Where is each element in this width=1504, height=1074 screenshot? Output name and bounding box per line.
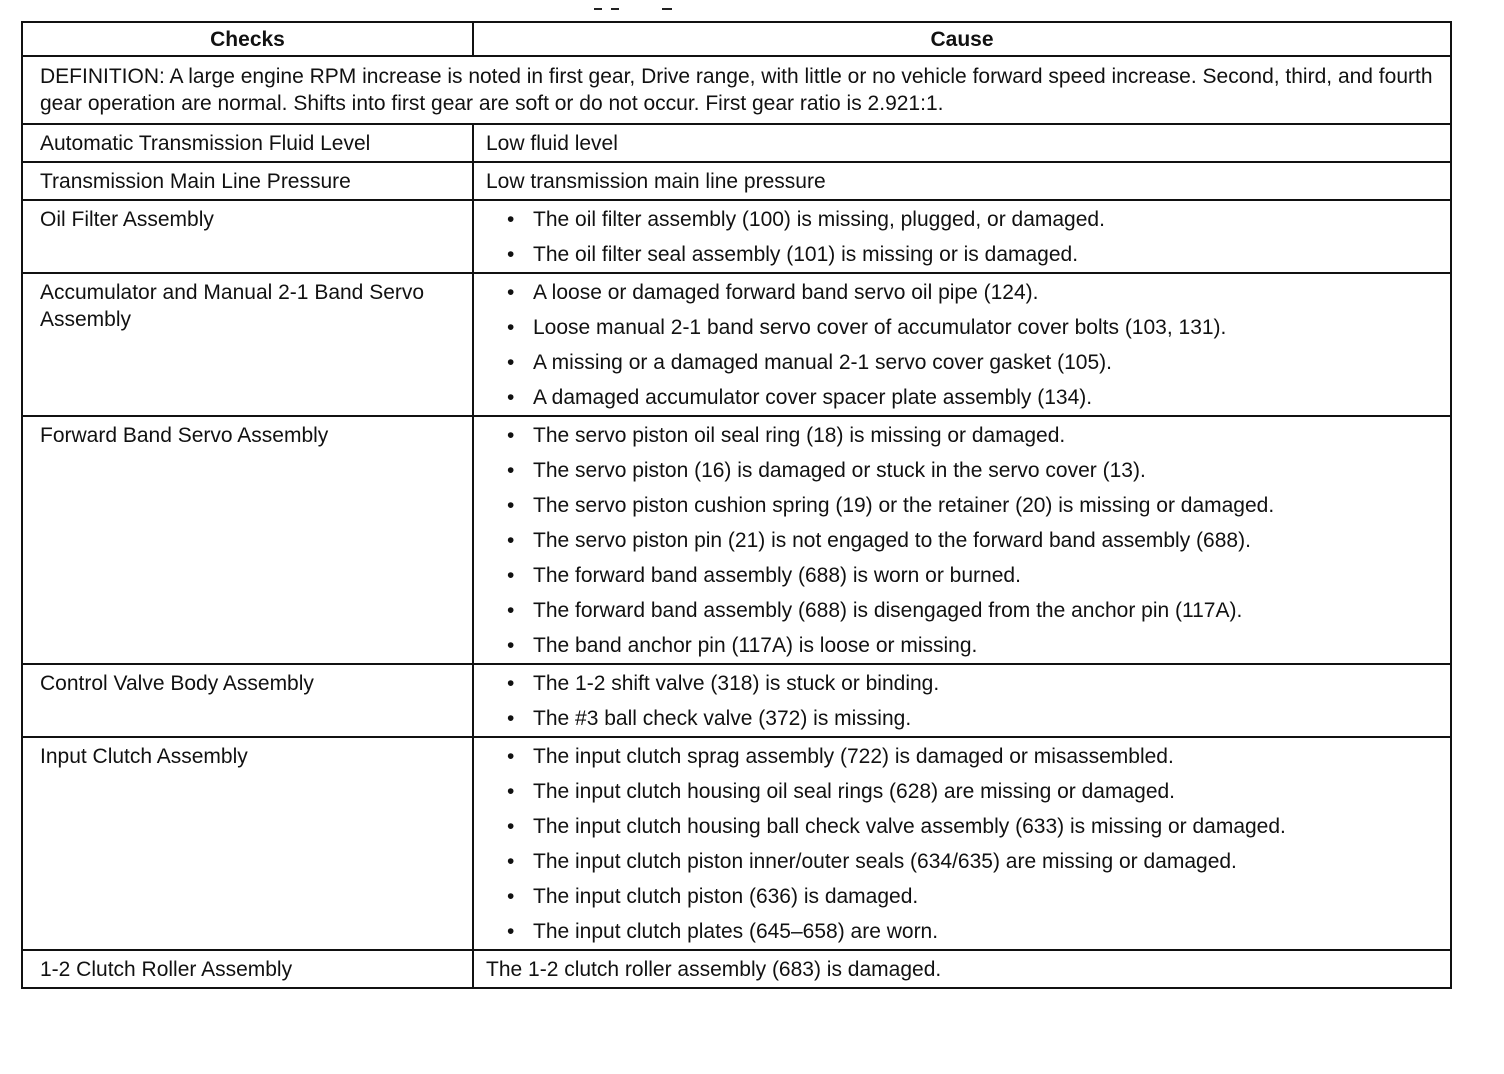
cause-item: • The input clutch housing oil seal rings (628) are missing or damaged. (486, 778, 1442, 805)
cause-list (486, 743, 1442, 945)
cause-list (486, 206, 1442, 268)
table-row (22, 664, 1451, 737)
cause-header: Cause (473, 22, 1451, 56)
check-cell: Accumulator and Manual 2-1 Band Servo Assembly (22, 273, 473, 416)
cause-item: • The input clutch plates (645–658) are worn. (486, 918, 1442, 945)
cause-item: • The oil filter seal assembly (101) is missing or is damaged. (486, 241, 1442, 268)
checks-header: Checks (22, 22, 473, 56)
cause-item: • The forward band assembly (688) is disengaged from the anchor pin (117A). (486, 597, 1442, 624)
cause-item: • A loose or damaged forward band servo oil pipe (124). (486, 279, 1442, 306)
cause-cell: Low transmission main line pressure (473, 162, 1451, 200)
table-row (22, 950, 1451, 988)
cause-cell: The 1-2 clutch roller assembly (683) is damaged. (473, 950, 1451, 988)
cause-item: • The input clutch piston inner/outer seals (634/635) are missing or damaged. (486, 848, 1442, 875)
definition-row (22, 56, 1451, 124)
check-cell: Automatic Transmission Fluid Level (22, 124, 473, 162)
check-cell: Input Clutch Assembly (22, 737, 473, 950)
cause-item: • The input clutch sprag assembly (722) is damaged or misassembled. (486, 743, 1442, 770)
cause-item: • The 1-2 shift valve (318) is stuck or binding. (486, 670, 1442, 697)
cause-item: • The input clutch housing ball check valve assembly (633) is missing or damaged. (486, 813, 1442, 840)
cause-item: • Loose manual 2-1 band servo cover of accumulator cover bolts (103, 131). (486, 314, 1442, 341)
cause-item: • The servo piston pin (21) is not engaged to the forward band assembly (688). (486, 527, 1442, 554)
cause-item: • The input clutch piston (636) is damaged. (486, 883, 1442, 910)
table-row (22, 162, 1451, 200)
table-row (22, 273, 1451, 416)
check-cell: Oil Filter Assembly (22, 200, 473, 273)
cause-cell: Low fluid level (473, 124, 1451, 162)
diagnosis-sheet (21, 21, 1450, 989)
cause-cell (473, 200, 1451, 273)
table-row (22, 200, 1451, 273)
scan-mark (594, 8, 602, 10)
check-cell: Control Valve Body Assembly (22, 664, 473, 737)
cause-item: • The servo piston (16) is damaged or stuck in the servo cover (13). (486, 457, 1442, 484)
cause-item: • A missing or a damaged manual 2-1 servo cover gasket (105). (486, 349, 1442, 376)
cause-cell (473, 273, 1451, 416)
table-row (22, 124, 1451, 162)
cause-cell (473, 737, 1451, 950)
cause-item: • The #3 ball check valve (372) is missing. (486, 705, 1442, 732)
diagnosis-table (21, 21, 1452, 989)
cause-item: • The servo piston oil seal ring (18) is missing or damaged. (486, 422, 1442, 449)
cause-item: • The oil filter assembly (100) is missing, plugged, or damaged. (486, 206, 1442, 233)
cause-cell (473, 664, 1451, 737)
cause-item: • The forward band assembly (688) is worn or burned. (486, 562, 1442, 589)
cause-item: • A damaged accumulator cover spacer plate assembly (134). (486, 384, 1442, 411)
table-row (22, 737, 1451, 950)
check-cell: Transmission Main Line Pressure (22, 162, 473, 200)
cause-item: • The servo piston cushion spring (19) or the retainer (20) is missing or damaged. (486, 492, 1442, 519)
check-cell: Forward Band Servo Assembly (22, 416, 473, 664)
scan-mark (611, 8, 619, 10)
check-cell: 1-2 Clutch Roller Assembly (22, 950, 473, 988)
cause-item: • The band anchor pin (117A) is loose or missing. (486, 632, 1442, 659)
header-row (22, 22, 1451, 56)
definition-text: DEFINITION: A large engine RPM increase is noted in first gear, Drive range, with little or no vehicle forward speed increase. Second, third, and fourth gear operation are normal. Shifts into first gear are soft or do not occur. First gear ratio is 2.921:1. (22, 56, 1451, 124)
table-row (22, 416, 1451, 664)
scan-mark (662, 8, 672, 10)
cause-list (486, 670, 1442, 732)
cause-list (486, 279, 1442, 411)
cause-list (486, 422, 1442, 659)
cause-cell (473, 416, 1451, 664)
